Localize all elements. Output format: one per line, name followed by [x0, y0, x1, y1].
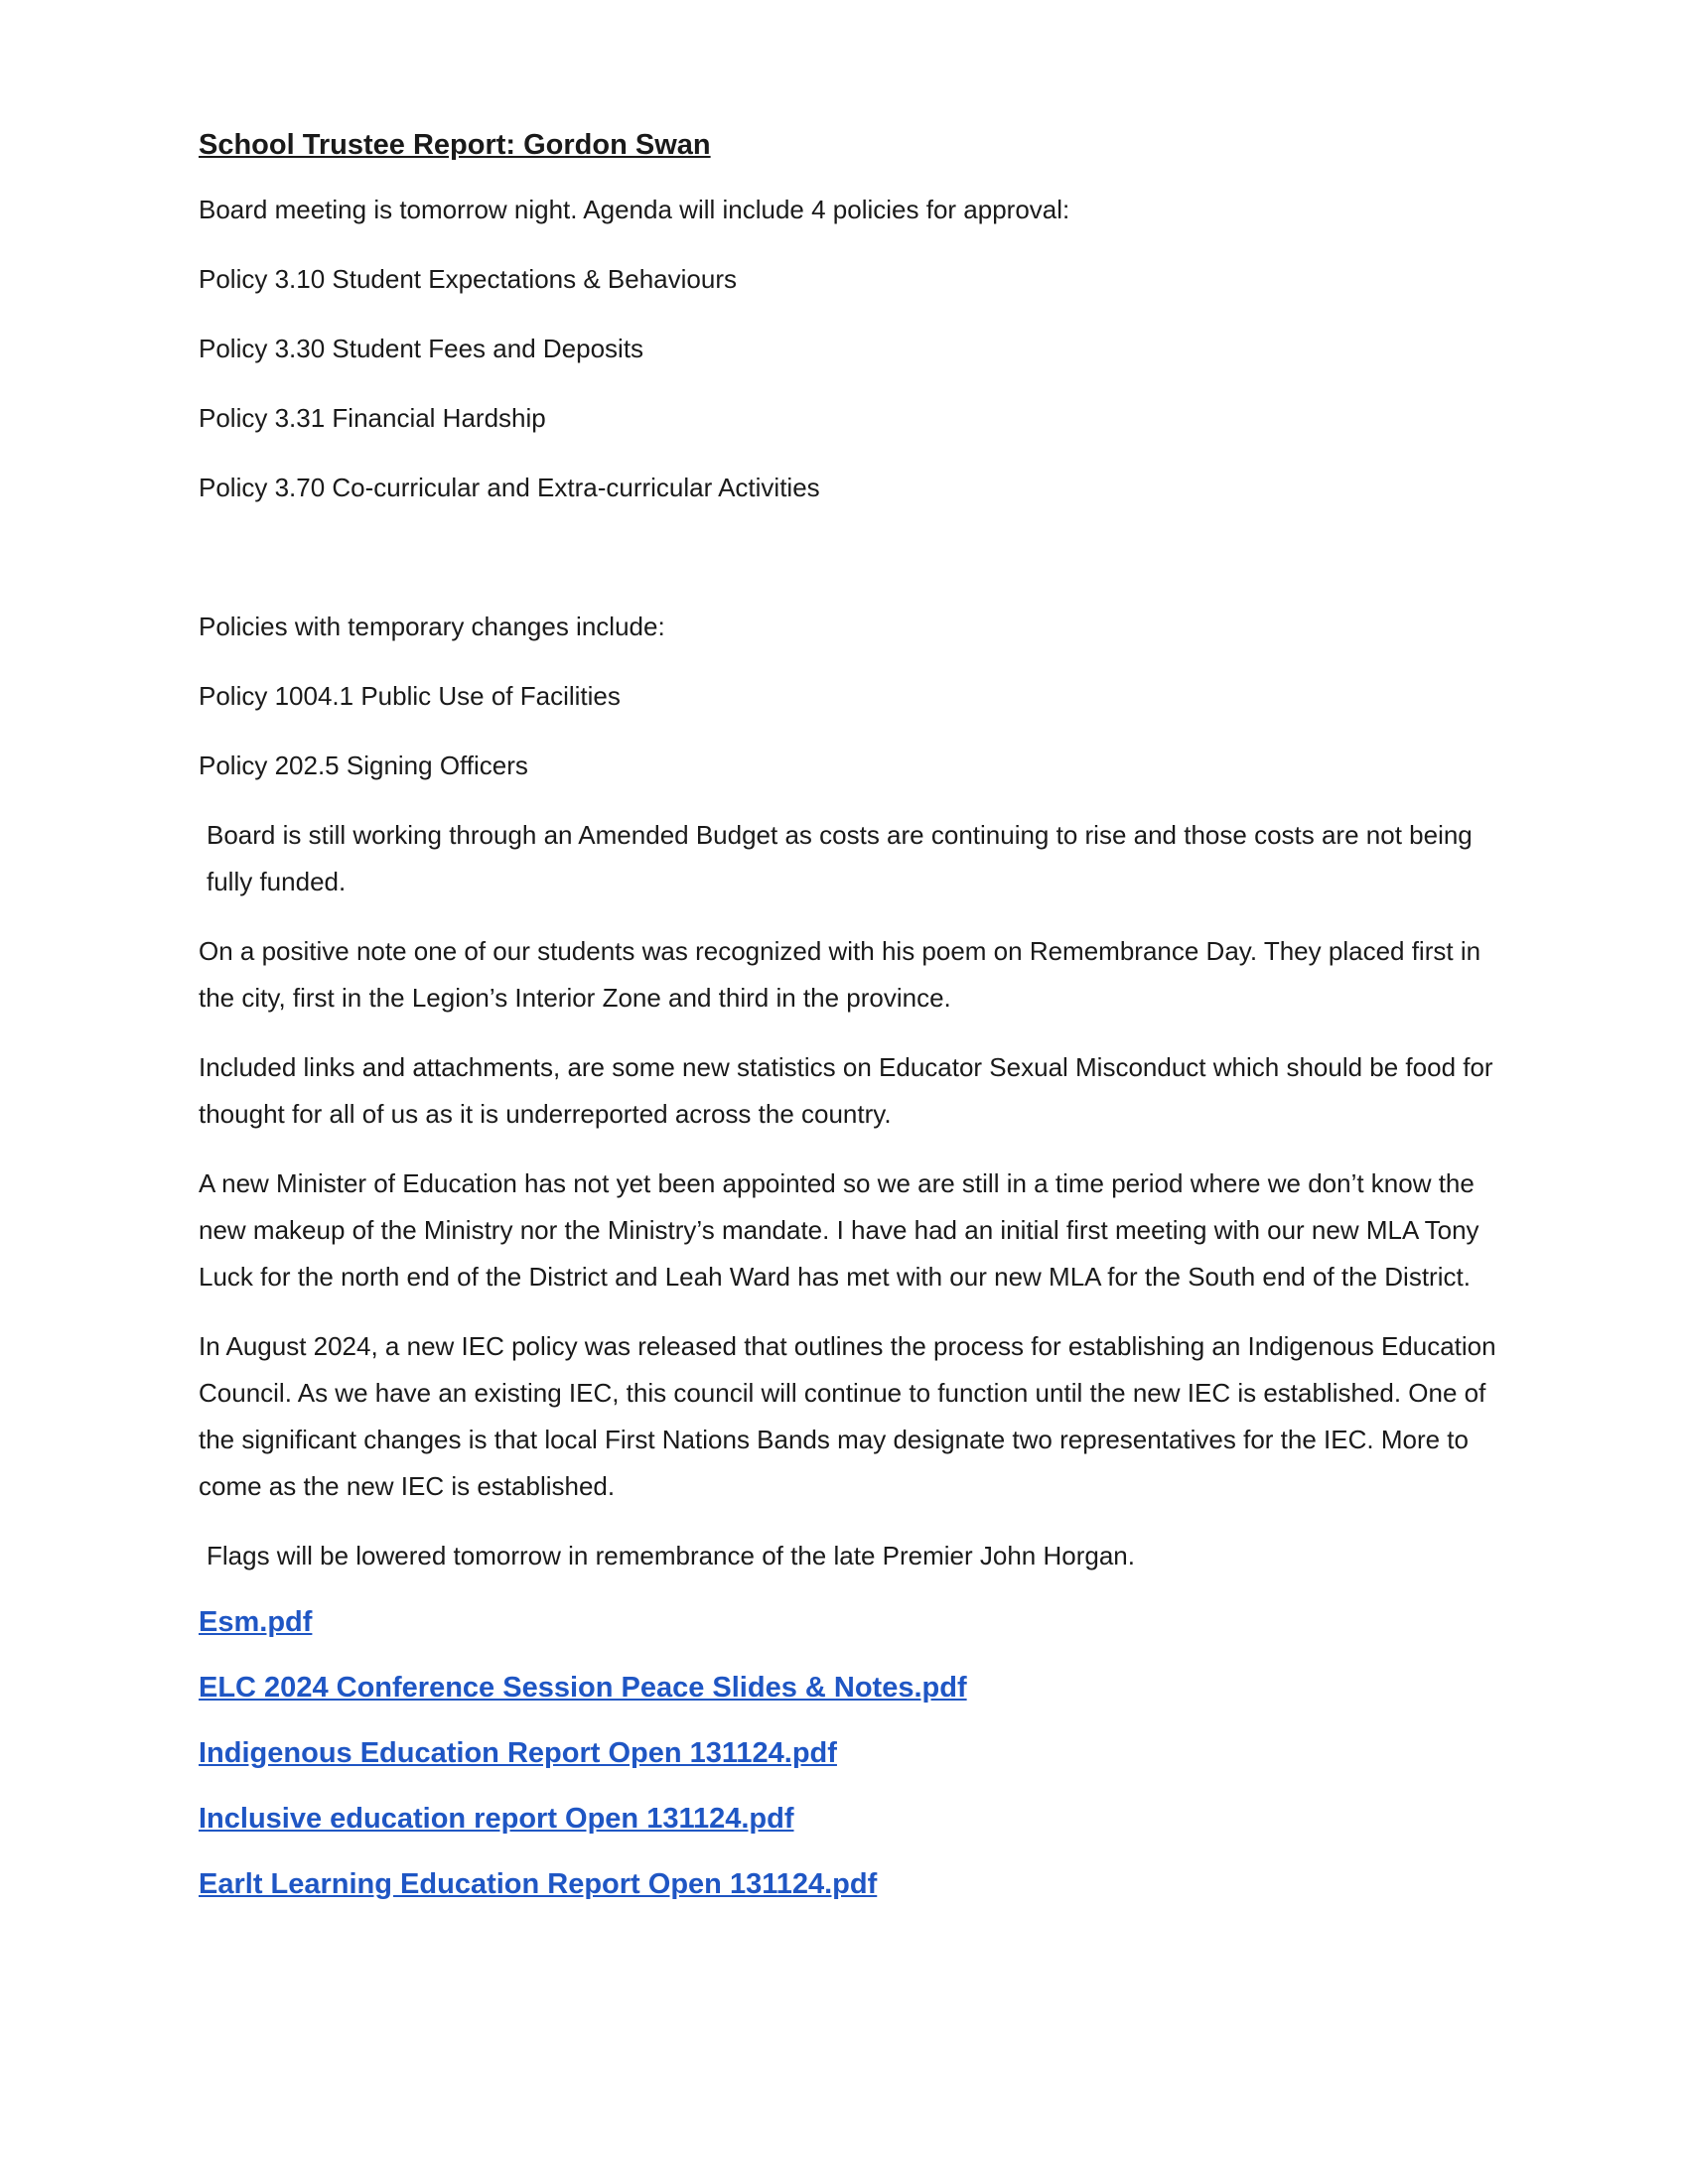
temporary-changes-intro: Policies with temporary changes include:: [199, 612, 665, 641]
temporary-policy-item: Policy 1004.1 Public Use of Facilities: [199, 681, 621, 711]
minister-paragraph: A new Minister of Education has not yet been appointed so we are still in a time period where we don’t know the new makeup of the Ministry nor the Ministry’s mandate. I have had an initial first meeting with our new MLA Tony Luck for the north end of the District and Leah Ward has met with our new MLA for the South end of the District.: [199, 1168, 1479, 1292]
document-body: [199, 125, 1499, 1930]
flags-paragraph: Flags will be lowered tomorrow in remembrance of the late Premier John Horgan.: [207, 1541, 1135, 1570]
intro-text: Board meeting is tomorrow night. Agenda will include 4 policies for approval:: [199, 195, 1070, 224]
report-title: School Trustee Report: Gordon Swan: [199, 129, 711, 161]
attachment-link-indigenous-education[interactable]: Indigenous Education Report Open 131124.pdf: [199, 1737, 837, 1769]
remembrance-poem-paragraph: On a positive note one of our students was recognized with his poem on Remembrance Day. They placed first in the city, first in the Legion’s Interior Zone and third in the province.: [199, 936, 1481, 1013]
approval-policy-item: Policy 3.30 Student Fees and Deposits: [199, 334, 644, 363]
blank-line: [199, 534, 1499, 604]
attachment-link-esm[interactable]: Esm.pdf: [199, 1606, 313, 1638]
attachment-link-inclusive-education[interactable]: Inclusive education report Open 131124.pdf: [199, 1803, 794, 1835]
approval-policy-item: Policy 3.70 Co-curricular and Extra-curricular Activities: [199, 473, 820, 502]
budget-paragraph: Board is still working through an Amended Budget as costs are continuing to rise and those costs are not being fully funded.: [207, 820, 1473, 896]
approval-policy-item: Policy 3.31 Financial Hardship: [199, 403, 546, 433]
attachment-link-early-learning[interactable]: Earlt Learning Education Report Open 131124.pdf: [199, 1868, 878, 1900]
approval-policy-item: Policy 3.10 Student Expectations & Behaviours: [199, 264, 737, 294]
temporary-policy-item: Policy 202.5 Signing Officers: [199, 751, 528, 780]
attachment-link-elc-conference[interactable]: ELC 2024 Conference Session Peace Slides & Notes.pdf: [199, 1672, 967, 1704]
iec-policy-paragraph: In August 2024, a new IEC policy was released that outlines the process for establishing an Indigenous Education Council. As we have an existing IEC, this council will continue to function until the new IEC is established. One of the significant changes is that local First Nations Bands may designate two representatives for the IEC. More to come as the new IEC is established.: [199, 1331, 1496, 1501]
statistics-paragraph: Included links and attachments, are some new statistics on Educator Sexual Misconduct which should be food for thought for all of us as it is underreported across the country.: [199, 1052, 1493, 1129]
